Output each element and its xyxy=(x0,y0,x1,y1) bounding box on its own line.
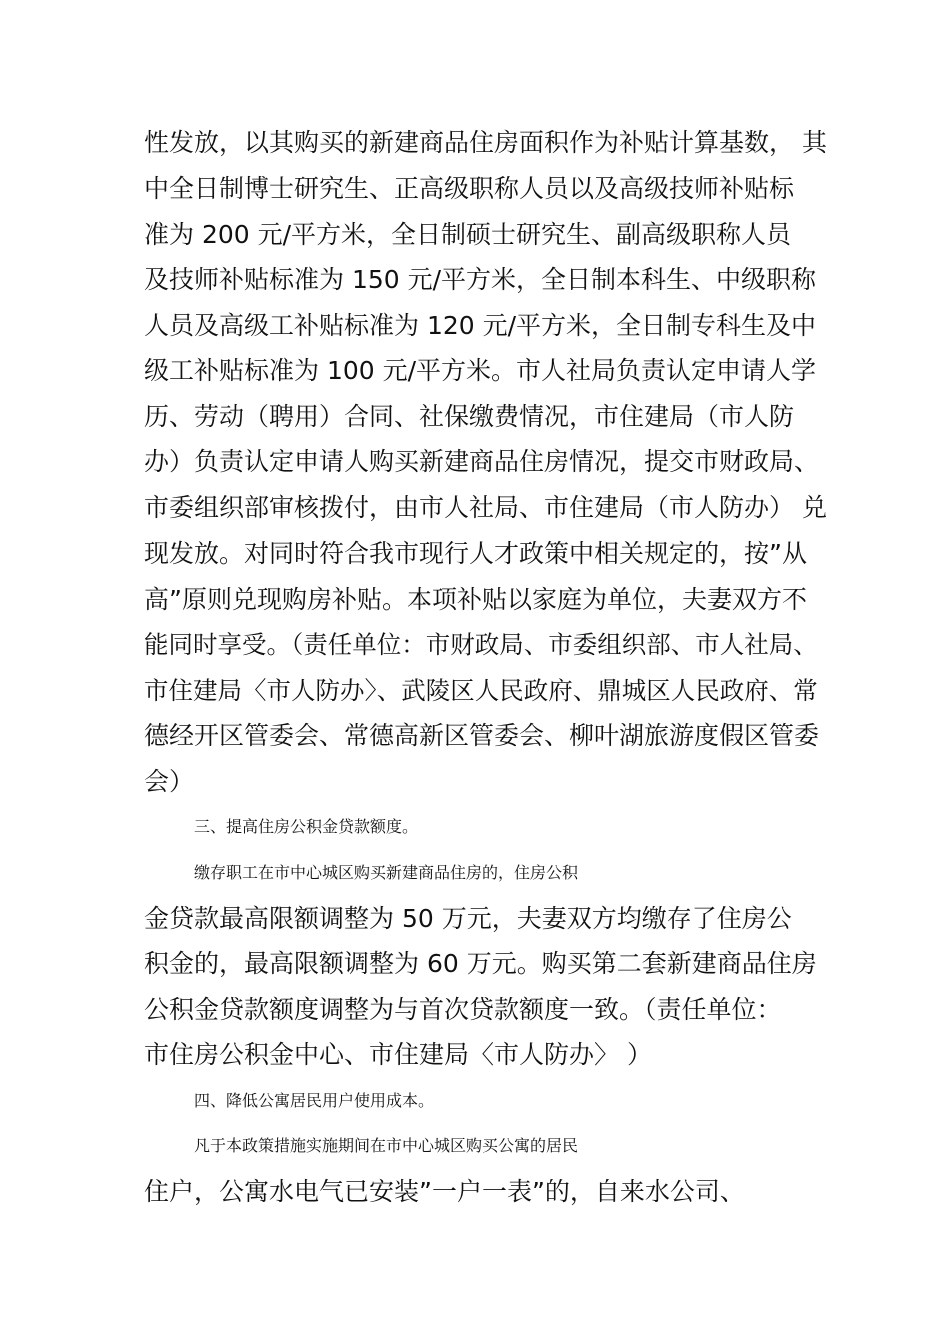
body-text-line: 中全日制博士研究生、正高级职称人员以及高级技师补贴标 xyxy=(144,174,795,203)
body-text-line: 能同时享受。（责任单位：市财政局、市委组织部、市人社局、 xyxy=(144,630,818,659)
body-text-line: 现发放。对同时符合我市现行人才政策中相关规定的，按”从 xyxy=(144,539,807,568)
body-text-line: 凡于本政策措施实施期间在市中心城区购买公寓的居民 xyxy=(194,1136,579,1155)
body-text-line: 积金的，最高限额调整为 60 万元。购买第二套新建商品住房 xyxy=(144,949,817,978)
body-text-line: 及技师补贴标准为 150 元/平方米，全日制本科生、中级职称 xyxy=(144,265,817,294)
body-text-line: 缴存职工在市中心城区购买新建商品住房的，住房公积 xyxy=(194,863,579,882)
section-heading-4: 四、降低公寓居民用户使用成本。 xyxy=(194,1091,435,1110)
body-text-line: 市委组织部审核拨付，由市人社局、市住建局（市人防办） 兑 xyxy=(144,493,827,522)
body-text-line: 性发放，以其购买的新建商品住房面积作为补贴计算基数， 其 xyxy=(144,128,827,157)
body-text-line: 金贷款最高限额调整为 50 万元，夫妻双方均缴存了住房公 xyxy=(144,904,792,933)
body-text-line: 会） xyxy=(144,767,195,796)
body-text-line: 人员及高级工补贴标准为 120 元/平方米，全日制专科生及中 xyxy=(144,311,817,340)
body-text-line: 住户，公寓水电气已安装”一户一表”的，自来水公司、 xyxy=(144,1177,745,1206)
body-text-line: 办）负责认定申请人购买新建商品住房情况，提交市财政局、 xyxy=(144,447,820,476)
section-heading-3: 三、提高住房公积金贷款额度。 xyxy=(194,817,419,836)
body-text-line: 市住建局〈市人防办〉、武陵区人民政府、鼎城区人民政府、常 xyxy=(144,676,818,705)
body-text-line: 历、劳动（聘用）合同、社保缴费情况，市住建局（市人防 xyxy=(144,402,795,431)
body-text-line: 准为 200 元/平方米，全日制硕士研究生、副高级职称人员 xyxy=(144,220,792,249)
body-text-line: 高”原则兑现购房补贴。本项补贴以家庭为单位，夫妻双方不 xyxy=(144,585,807,614)
body-text-line: 市住房公积金中心、市住建局〈市人防办〉 ） xyxy=(144,1040,652,1069)
body-text-line: 德经开区管委会、常德高新区管委会、柳叶湖旅游度假区管委 xyxy=(144,721,820,750)
body-text-line: 公积金贷款额度调整为与首次贷款额度一致。（责任单位： xyxy=(144,995,782,1024)
body-text-line: 级工补贴标准为 100 元/平方米。市人社局负责认定申请人学 xyxy=(144,356,817,385)
